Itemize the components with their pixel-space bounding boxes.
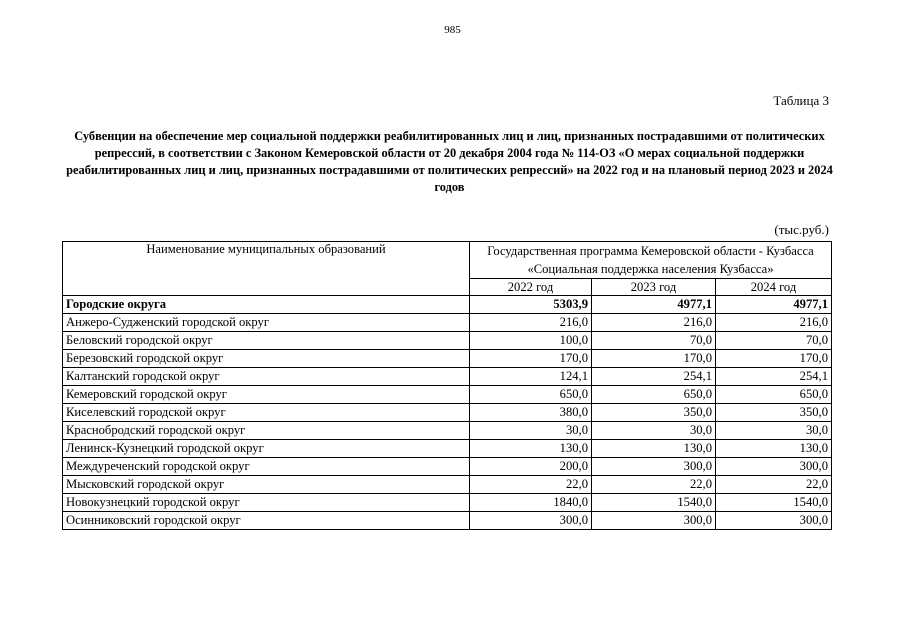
row-name: Кемеровский городской округ (63, 386, 470, 404)
table-row (63, 422, 832, 440)
row-name: Новокузнецкий городской округ (63, 494, 470, 512)
value-2022: 216,0 (470, 314, 592, 332)
row-name: Осинниковский городской округ (63, 512, 470, 530)
table-row (63, 458, 832, 476)
row-name: Мысковский городской округ (63, 476, 470, 494)
value-2023: 350,0 (592, 404, 716, 422)
table-row (63, 476, 832, 494)
value-2022: 650,0 (470, 386, 592, 404)
row-name: Краснобродский городской округ (63, 422, 470, 440)
row-name: Березовский городской округ (63, 350, 470, 368)
row-name: Междуреченский городской округ (63, 458, 470, 476)
row-name: Беловский городской округ (63, 332, 470, 350)
table-label: Таблица 3 (773, 93, 829, 108)
table-row (63, 512, 832, 530)
value-2024: 4977,1 (716, 296, 832, 314)
table-row (63, 404, 832, 422)
table-row (63, 494, 832, 512)
row-name: Ленинск-Кузнецкий городской округ (63, 440, 470, 458)
value-2023: 70,0 (592, 332, 716, 350)
row-name: Калтанский городской округ (63, 368, 470, 386)
table-row (63, 332, 832, 350)
value-2022: 200,0 (470, 458, 592, 476)
header-municipality: Наименование муниципальных образований (63, 242, 470, 296)
value-2022: 100,0 (470, 332, 592, 350)
value-2023: 22,0 (592, 476, 716, 494)
value-2022: 130,0 (470, 440, 592, 458)
value-2024: 22,0 (716, 476, 832, 494)
value-2022: 5303,9 (470, 296, 592, 314)
table-row (63, 350, 832, 368)
table-row (63, 368, 832, 386)
value-2023: 1540,0 (592, 494, 716, 512)
table-row (63, 314, 832, 332)
header-program: Государственная программа Кемеровской области - Кузбасса «Социальная поддержка населения Кузбасса» (470, 242, 832, 279)
row-name: Городские округа (63, 296, 470, 314)
value-2024: 216,0 (716, 314, 832, 332)
value-2022: 170,0 (470, 350, 592, 368)
header-year-2023: 2023 год (592, 279, 716, 296)
table-row-total (63, 296, 832, 314)
value-2024: 300,0 (716, 512, 832, 530)
header-year-2022: 2022 год (470, 279, 592, 296)
page-number: 985 (444, 24, 461, 36)
value-2023: 300,0 (592, 512, 716, 530)
value-2024: 30,0 (716, 422, 832, 440)
header-year-2024: 2024 год (716, 279, 832, 296)
value-2024: 350,0 (716, 404, 832, 422)
value-2022: 124,1 (470, 368, 592, 386)
value-2023: 254,1 (592, 368, 716, 386)
row-name: Киселевский городской округ (63, 404, 470, 422)
value-2024: 70,0 (716, 332, 832, 350)
value-2024: 1540,0 (716, 494, 832, 512)
value-2023: 130,0 (592, 440, 716, 458)
row-name: Анжеро-Судженский городской округ (63, 314, 470, 332)
value-2023: 170,0 (592, 350, 716, 368)
units-label: (тыс.руб.) (774, 222, 829, 237)
subsidies-table (62, 241, 832, 530)
value-2023: 216,0 (592, 314, 716, 332)
value-2022: 30,0 (470, 422, 592, 440)
value-2024: 254,1 (716, 368, 832, 386)
value-2024: 130,0 (716, 440, 832, 458)
value-2024: 650,0 (716, 386, 832, 404)
value-2024: 300,0 (716, 458, 832, 476)
value-2023: 4977,1 (592, 296, 716, 314)
document-title: Субвенции на обеспечение мер социальной поддержки реабилитированных лиц и лиц, признанных пострадавшими от политических репрессий, в соответствии с Законом Кемеровской области от 20 декабря 2004 года № 114-ОЗ «О мерах социальной поддержки реабилитированных лиц и лиц, признанных пострадавшими от политических репрессий» на 2022 год и на плановый период 2023 и 2024 годов (66, 129, 833, 194)
value-2023: 300,0 (592, 458, 716, 476)
value-2024: 170,0 (716, 350, 832, 368)
value-2022: 380,0 (470, 404, 592, 422)
value-2022: 22,0 (470, 476, 592, 494)
table-row (63, 440, 832, 458)
value-2022: 1840,0 (470, 494, 592, 512)
value-2023: 30,0 (592, 422, 716, 440)
value-2022: 300,0 (470, 512, 592, 530)
table-row (63, 386, 832, 404)
value-2023: 650,0 (592, 386, 716, 404)
